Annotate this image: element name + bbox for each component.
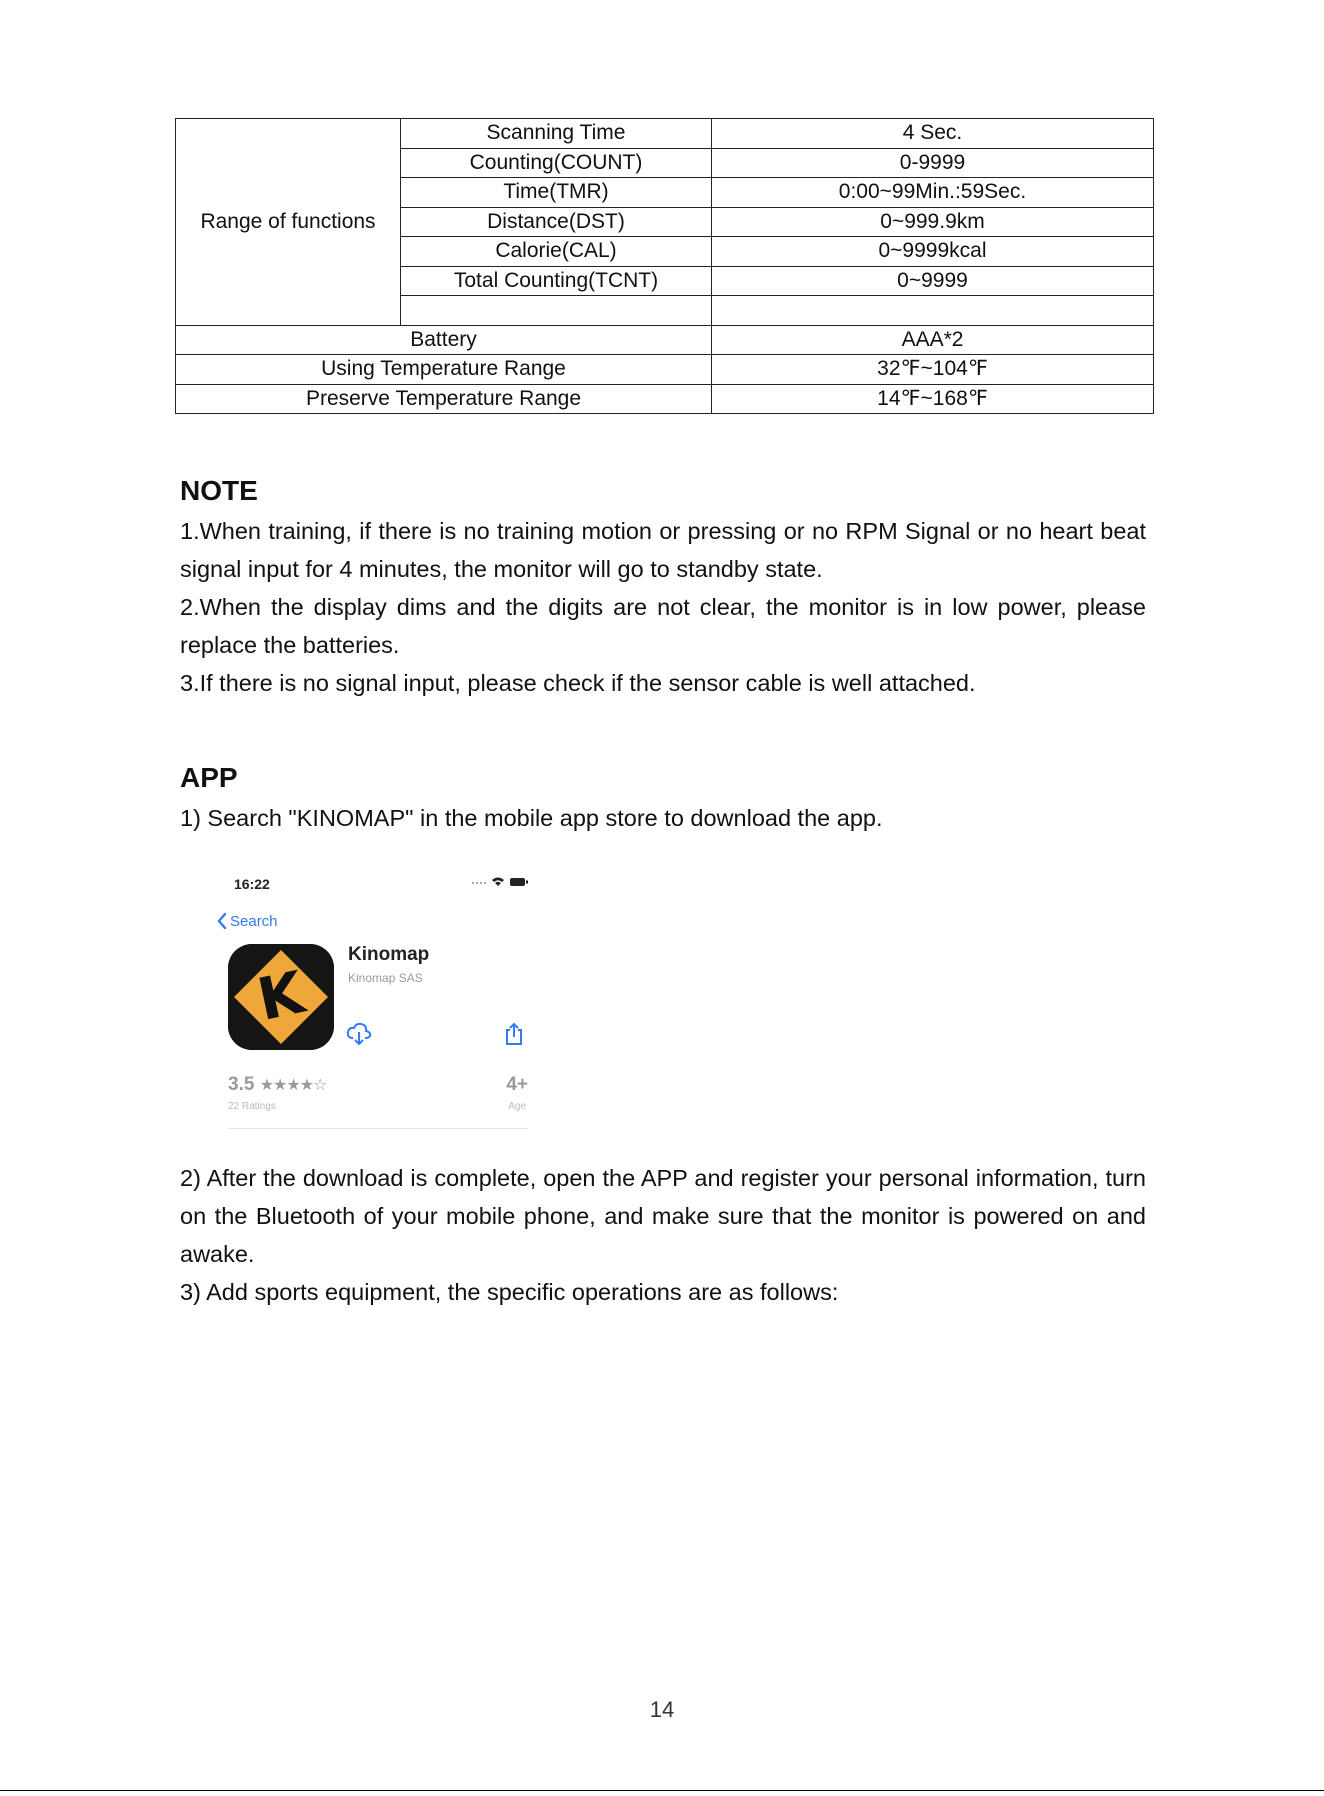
page-number: 14: [649, 1697, 675, 1722]
spec-name: Time(TMR): [401, 178, 712, 208]
rating-stars: ★★★★☆: [259, 1077, 327, 1094]
spec-name: Total Counting(TCNT): [401, 266, 712, 296]
back-label: Search: [230, 912, 278, 930]
chevron-left-icon: [216, 912, 228, 930]
spec-name-empty: [401, 296, 712, 326]
spec-name: Calorie(CAL): [401, 237, 712, 267]
range-of-functions-cell: Range of functions: [176, 119, 401, 326]
spec-value: 0-9999: [712, 148, 1154, 178]
spec-name: Scanning Time: [401, 119, 712, 149]
age-label: Age: [508, 1101, 526, 1112]
spec-name: Distance(DST): [401, 207, 712, 237]
kinomap-logo-icon: [228, 944, 334, 1050]
preserve-temp-label: Preserve Temperature Range: [176, 384, 712, 414]
cloud-download-icon[interactable]: [346, 1022, 372, 1051]
ratings-count: 22 Ratings: [228, 1101, 276, 1112]
spec-value: 0~999.9km: [712, 207, 1154, 237]
app-step-1: 1) Search "KINOMAP" in the mobile app store to download the app.: [180, 805, 883, 831]
spec-value: 0~9999kcal: [712, 237, 1154, 267]
spec-value-empty: [712, 296, 1154, 326]
preserve-temp-value: 14℉~168℉: [712, 384, 1154, 414]
spec-value: 0:00~99Min.:59Sec.: [712, 178, 1154, 208]
using-temp-label: Using Temperature Range: [176, 355, 712, 385]
spec-name: Counting(COUNT): [401, 148, 712, 178]
share-icon[interactable]: [504, 1022, 524, 1051]
logo-letter: K: [251, 958, 310, 1034]
note-item-2: 2.When the display dims and the digits are not clear, the monitor is in low power, please replace the batteries.: [180, 594, 1146, 658]
spec-value: 4 Sec.: [712, 119, 1154, 149]
app-store-screenshot: [210, 866, 534, 1134]
wifi-battery-icon: [470, 875, 534, 889]
app-step-3: 3) Add sports equipment, the specific operations are as follows:: [180, 1279, 839, 1305]
battery-label: Battery: [176, 325, 712, 355]
note-heading: NOTE: [180, 475, 258, 506]
spec-value: 0~9999: [712, 266, 1154, 296]
app-developer: Kinomap SAS: [348, 971, 423, 985]
app-step-2: 2) After the download is complete, open the APP and register your personal information, turn on the Bluetooth of your mobile phone, and make sure that the monitor is powered on and awake.: [180, 1165, 1146, 1267]
rating-value: 3.5: [228, 1074, 255, 1095]
note-item-1: 1.When training, if there is no training motion or pressing or no RPM Signal or no heart beat signal input for 4 minutes, the monitor will go to standby state.: [180, 518, 1146, 582]
table-row: [176, 384, 1154, 414]
spec-table: [175, 118, 1154, 414]
kinomap-app-icon[interactable]: [228, 944, 334, 1050]
status-time: 16:22: [234, 876, 270, 892]
app-name: Kinomap: [348, 944, 430, 965]
age-rating: 4+: [506, 1074, 528, 1095]
using-temp-value: 32℉~104℉: [712, 355, 1154, 385]
back-to-search[interactable]: [216, 912, 278, 930]
rating-score: [228, 1074, 326, 1096]
app-heading: APP: [180, 762, 238, 793]
status-icons: [470, 875, 534, 892]
battery-value: AAA*2: [712, 325, 1154, 355]
table-row: [176, 325, 1154, 355]
table-row: [176, 355, 1154, 385]
table-row: [176, 119, 1154, 149]
note-item-3: 3.If there is no signal input, please check if the sensor cable is well attached.: [180, 670, 976, 696]
divider: [0, 1790, 1324, 1791]
divider: [228, 1128, 528, 1129]
